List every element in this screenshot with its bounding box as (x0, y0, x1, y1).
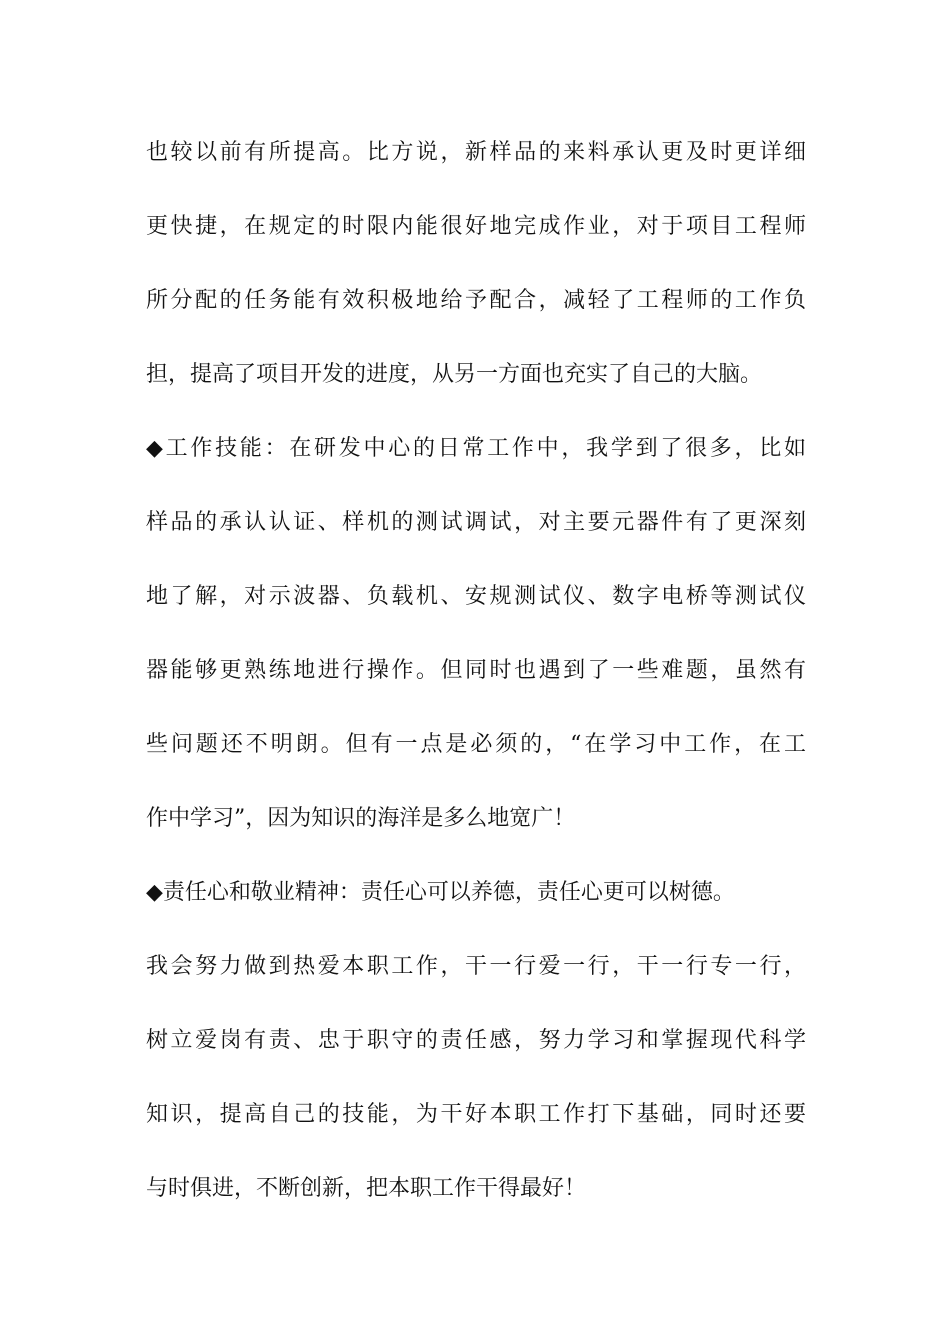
text-line: 也较以前有所提高。比方说，新样品的来料承认更及时更详细 (146, 140, 806, 165)
text-line: ◆责任心和敬业精神：责任心可以养德，责任心更可以树德。 (146, 880, 735, 905)
text-line: ◆工作技能：在研发中心的日常工作中，我学到了很多，比如 (146, 436, 806, 461)
text-line: 树立爱岗有责、忠于职守的责任感，努力学习和掌握现代科学 (146, 1028, 806, 1053)
text-line: 与时俱进，不断创新，把本职工作干得最好！ (146, 1176, 587, 1201)
text-line: 我会努力做到热爱本职工作，干一行爱一行，干一行专一行， (146, 954, 806, 979)
text-line: 器能够更熟练地进行操作。但同时也遇到了一些难题，虽然有 (146, 658, 806, 683)
text-line: 样品的承认认证、样机的测试调试，对主要元器件有了更深刻 (146, 510, 806, 535)
text-line: 地了解，对示波器、负载机、安规测试仪、数字电桥等测试仪 (146, 584, 806, 609)
text-line: 更快捷，在规定的时限内能很好地完成作业，对于项目工程师 (146, 214, 806, 239)
body-text (146, 127, 806, 1237)
text-line: 些问题还不明朗。但有一点是必须的，“在学习中工作，在工 (146, 732, 806, 757)
text-line: 所分配的任务能有效积极地给予配合，减轻了工程师的工作负 (146, 288, 806, 313)
text-line: 作中学习”，因为知识的海洋是多么地宽广！ (146, 806, 576, 831)
text-line: 担，提高了项目开发的进度，从另一方面也充实了自己的大脑。 (146, 362, 763, 387)
text-line: 知识，提高自己的技能，为干好本职工作打下基础，同时还要 (146, 1102, 806, 1127)
